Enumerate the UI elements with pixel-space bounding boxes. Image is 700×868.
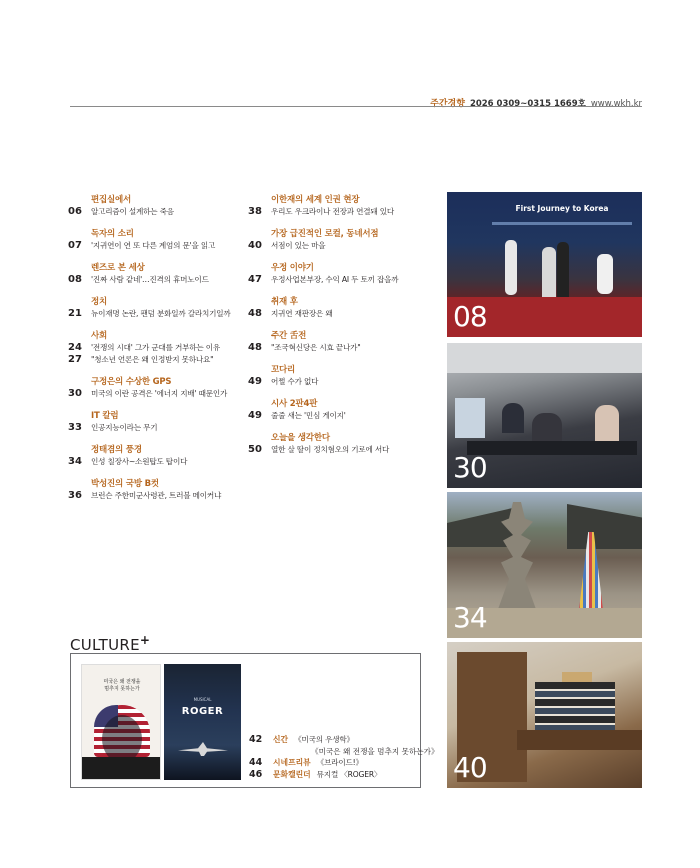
toc-entry[interactable] [68, 206, 248, 218]
toc-section-title: 우정 이야기 [271, 263, 314, 273]
toc-section-title: 구정은의 수상한 GPS [91, 377, 172, 387]
toc-section [248, 330, 438, 354]
toc-section-title: 렌즈로 본 세상 [91, 263, 145, 273]
site-url[interactable]: www.wkh.kr [590, 99, 642, 109]
toc-entry[interactable] [68, 388, 248, 400]
culture-entry[interactable] [249, 757, 449, 769]
toc-article-title: "조국혁신당은 시효 끝나가" [271, 343, 361, 352]
toc-section [248, 262, 438, 286]
toc-article-title: 뉴이재명 논란, 팬덤 분화일까 갈라치기일까 [91, 309, 231, 318]
toc-page-number: 40 [248, 240, 262, 251]
book1-title-line2: 멈추지 못하는가 [104, 686, 140, 692]
toc-section [248, 432, 438, 456]
toc-section-title: 시사 2판4판 [271, 399, 318, 409]
toc-entry[interactable] [248, 240, 438, 252]
culture-category-label: 시네프리뷰 [273, 758, 311, 767]
culture-category-label: 문화캘린더 [273, 769, 311, 779]
toc-entry[interactable] [68, 456, 248, 468]
book-cover-american-war[interactable] [81, 664, 161, 780]
toc-section [68, 228, 248, 252]
toc-page-number: 38 [248, 206, 262, 217]
photo-humanoid[interactable] [447, 192, 642, 337]
toc-entry[interactable] [68, 354, 248, 366]
toc-article-title: '진짜 사람 같네'…진격의 휴머노이드 [91, 275, 209, 284]
toc-article-title: 지귀연 재판장은 왜 [271, 309, 333, 318]
toc-section-title: 이한재의 세계 인권 현장 [271, 195, 360, 205]
toc-section-title: 박성진의 국방 B컷 [91, 479, 159, 489]
toc-page-number: 33 [68, 422, 82, 433]
header-rule [70, 106, 642, 107]
book1-footer [82, 757, 160, 779]
photo-bookstore[interactable] [447, 642, 642, 788]
toc-section-title: 주간 舌전 [271, 331, 307, 341]
toc-article-title: 인공지능이라는 무기 [91, 423, 158, 432]
culture-page-number: 44 [249, 757, 263, 768]
toc-article-title: 줄줄 새는 '민심 게이지' [271, 411, 346, 420]
poster-title: ROGER [181, 706, 224, 717]
toc-section [68, 478, 248, 502]
toc-article-title: 어쩔 수가 없다 [271, 377, 319, 386]
toc-section-title: 가장 급진적인 로컬, 동네서점 [271, 229, 379, 239]
photo-page-number: 40 [453, 751, 487, 784]
culture-item-title: 《브라이드!》 [316, 758, 363, 767]
toc-section [68, 262, 248, 286]
toc-section-title: 정치 [91, 297, 108, 307]
toc-page-number: 34 [68, 456, 82, 467]
photo-temple-pagoda[interactable] [447, 492, 642, 638]
toc-article-title: 우정사업본부장, 수익 AI 두 토끼 잡을까 [271, 275, 399, 284]
masthead [70, 96, 642, 109]
toc-entry[interactable] [68, 308, 248, 320]
toc-entry[interactable] [68, 240, 248, 252]
airplane-graphic [178, 742, 228, 756]
toc-section-title: 꼬다리 [271, 365, 296, 375]
toc-entry[interactable] [248, 308, 438, 320]
toc-left-column [68, 194, 248, 512]
toc-page-number: 49 [248, 410, 262, 421]
toc-page-number: 06 [68, 206, 82, 217]
photo-banner-text: First Journey to Korea [515, 204, 609, 213]
culture-entry[interactable] [249, 769, 449, 781]
toc-section [248, 364, 438, 388]
toc-section [68, 330, 248, 366]
toc-page-number: 30 [68, 388, 82, 399]
book1-title [86, 679, 158, 693]
magazine-name: 주간경향 [430, 99, 465, 109]
culture-item-title: 《미국의 우생학》 [294, 735, 354, 744]
toc-entry[interactable] [68, 490, 248, 502]
toc-page-number: 07 [68, 240, 82, 251]
profile-silhouette [102, 715, 142, 763]
toc-section [68, 296, 248, 320]
poster-subtitle: MUSICAL [193, 697, 212, 702]
culture-title-text: CULTURE [70, 636, 140, 654]
culture-entry[interactable] [249, 734, 449, 746]
toc-page-number: 47 [248, 274, 262, 285]
toc-entry[interactable] [68, 274, 248, 286]
toc-entry[interactable] [248, 410, 438, 422]
toc-article-title: 열한 살 딸이 정치혐오의 기로에 서다 [271, 445, 390, 454]
culture-plus: + [139, 633, 151, 647]
toc-entry[interactable] [68, 422, 248, 434]
culture-item-title-continued: 《미국은 왜 전쟁을 멈추지 못하는가》 [311, 746, 439, 756]
culture-section-title [70, 633, 150, 654]
toc-page-number: 50 [248, 444, 262, 455]
toc-entry[interactable] [248, 376, 438, 388]
toc-section [248, 228, 438, 252]
toc-section [248, 398, 438, 422]
toc-middle-column [248, 194, 438, 466]
toc-entry[interactable] [68, 342, 248, 354]
toc-section-title: 정태겸의 풍경 [91, 445, 142, 455]
toc-article-title: '지귀연이 연 또 다른 계엄의 문'을 읽고 [91, 241, 216, 250]
issue-info: 2026 0309~0315 1669호 [469, 99, 586, 109]
toc-page-number: 48 [248, 342, 262, 353]
toc-article-title: 알고리즘이 설계하는 죽음 [91, 207, 174, 216]
toc-section-title: 오늘을 생각한다 [271, 433, 330, 443]
toc-page-number: 24 [68, 342, 82, 353]
toc-section-title: IT 칼럼 [91, 411, 119, 421]
photo-page-number: 34 [453, 601, 487, 634]
culture-item-title: 뮤지컬 〈ROGER〉 [316, 769, 382, 779]
toc-section [68, 376, 248, 400]
toc-section [248, 194, 438, 218]
toc-article-title: 인성 칠장사~소원탑도 탑이다 [91, 457, 188, 466]
toc-page-number: 27 [68, 354, 82, 365]
toc-page-number: 48 [248, 308, 262, 319]
photo-page-number: 30 [453, 451, 487, 484]
toc-page-number: 08 [68, 274, 82, 285]
poster-roger[interactable] [164, 664, 241, 780]
toc-section [248, 296, 438, 320]
toc-section [68, 194, 248, 218]
toc-section [68, 410, 248, 434]
toc-article-title: 미국의 이란 공격은 '에너지 지배' 때문인가 [91, 389, 228, 398]
toc-page-number: 21 [68, 308, 82, 319]
toc-section [68, 444, 248, 468]
toc-section-title: 편집실에서 [91, 195, 132, 205]
book1-title-line1: 미국은 왜 전쟁을 [103, 679, 141, 685]
toc-article-title: 우리도 우크라이나 전장과 연결돼 있다 [271, 207, 395, 216]
photo-page-number: 08 [453, 300, 487, 333]
toc-entry[interactable] [248, 274, 438, 286]
toc-page-number: 49 [248, 376, 262, 387]
toc-article-title: 서점이 있는 마을 [271, 241, 326, 250]
culture-page-number: 42 [249, 734, 263, 745]
culture-page-number: 46 [249, 768, 263, 780]
culture-entries [249, 734, 449, 780]
toc-section-title: 취재 후 [271, 297, 298, 307]
toc-entry[interactable] [248, 444, 438, 456]
toc-entry[interactable] [248, 342, 438, 354]
toc-page-number: 36 [68, 490, 82, 501]
toc-article-title: 브런슨 주한미군사령관, 트러블 메이커냐 [91, 491, 222, 500]
toc-section-title: 사회 [91, 331, 108, 341]
toc-article-title: '전쟁의 시대' 그가 군대를 거부하는 이유 [91, 343, 221, 352]
toc-article-title: "청소년 언론은 왜 인정받지 못하나요" [91, 355, 214, 364]
toc-entry[interactable] [248, 206, 438, 218]
culture-category-label: 신간 [273, 735, 289, 744]
photo-meeting[interactable] [447, 343, 642, 488]
toc-section-title: 독자의 소리 [91, 229, 134, 239]
